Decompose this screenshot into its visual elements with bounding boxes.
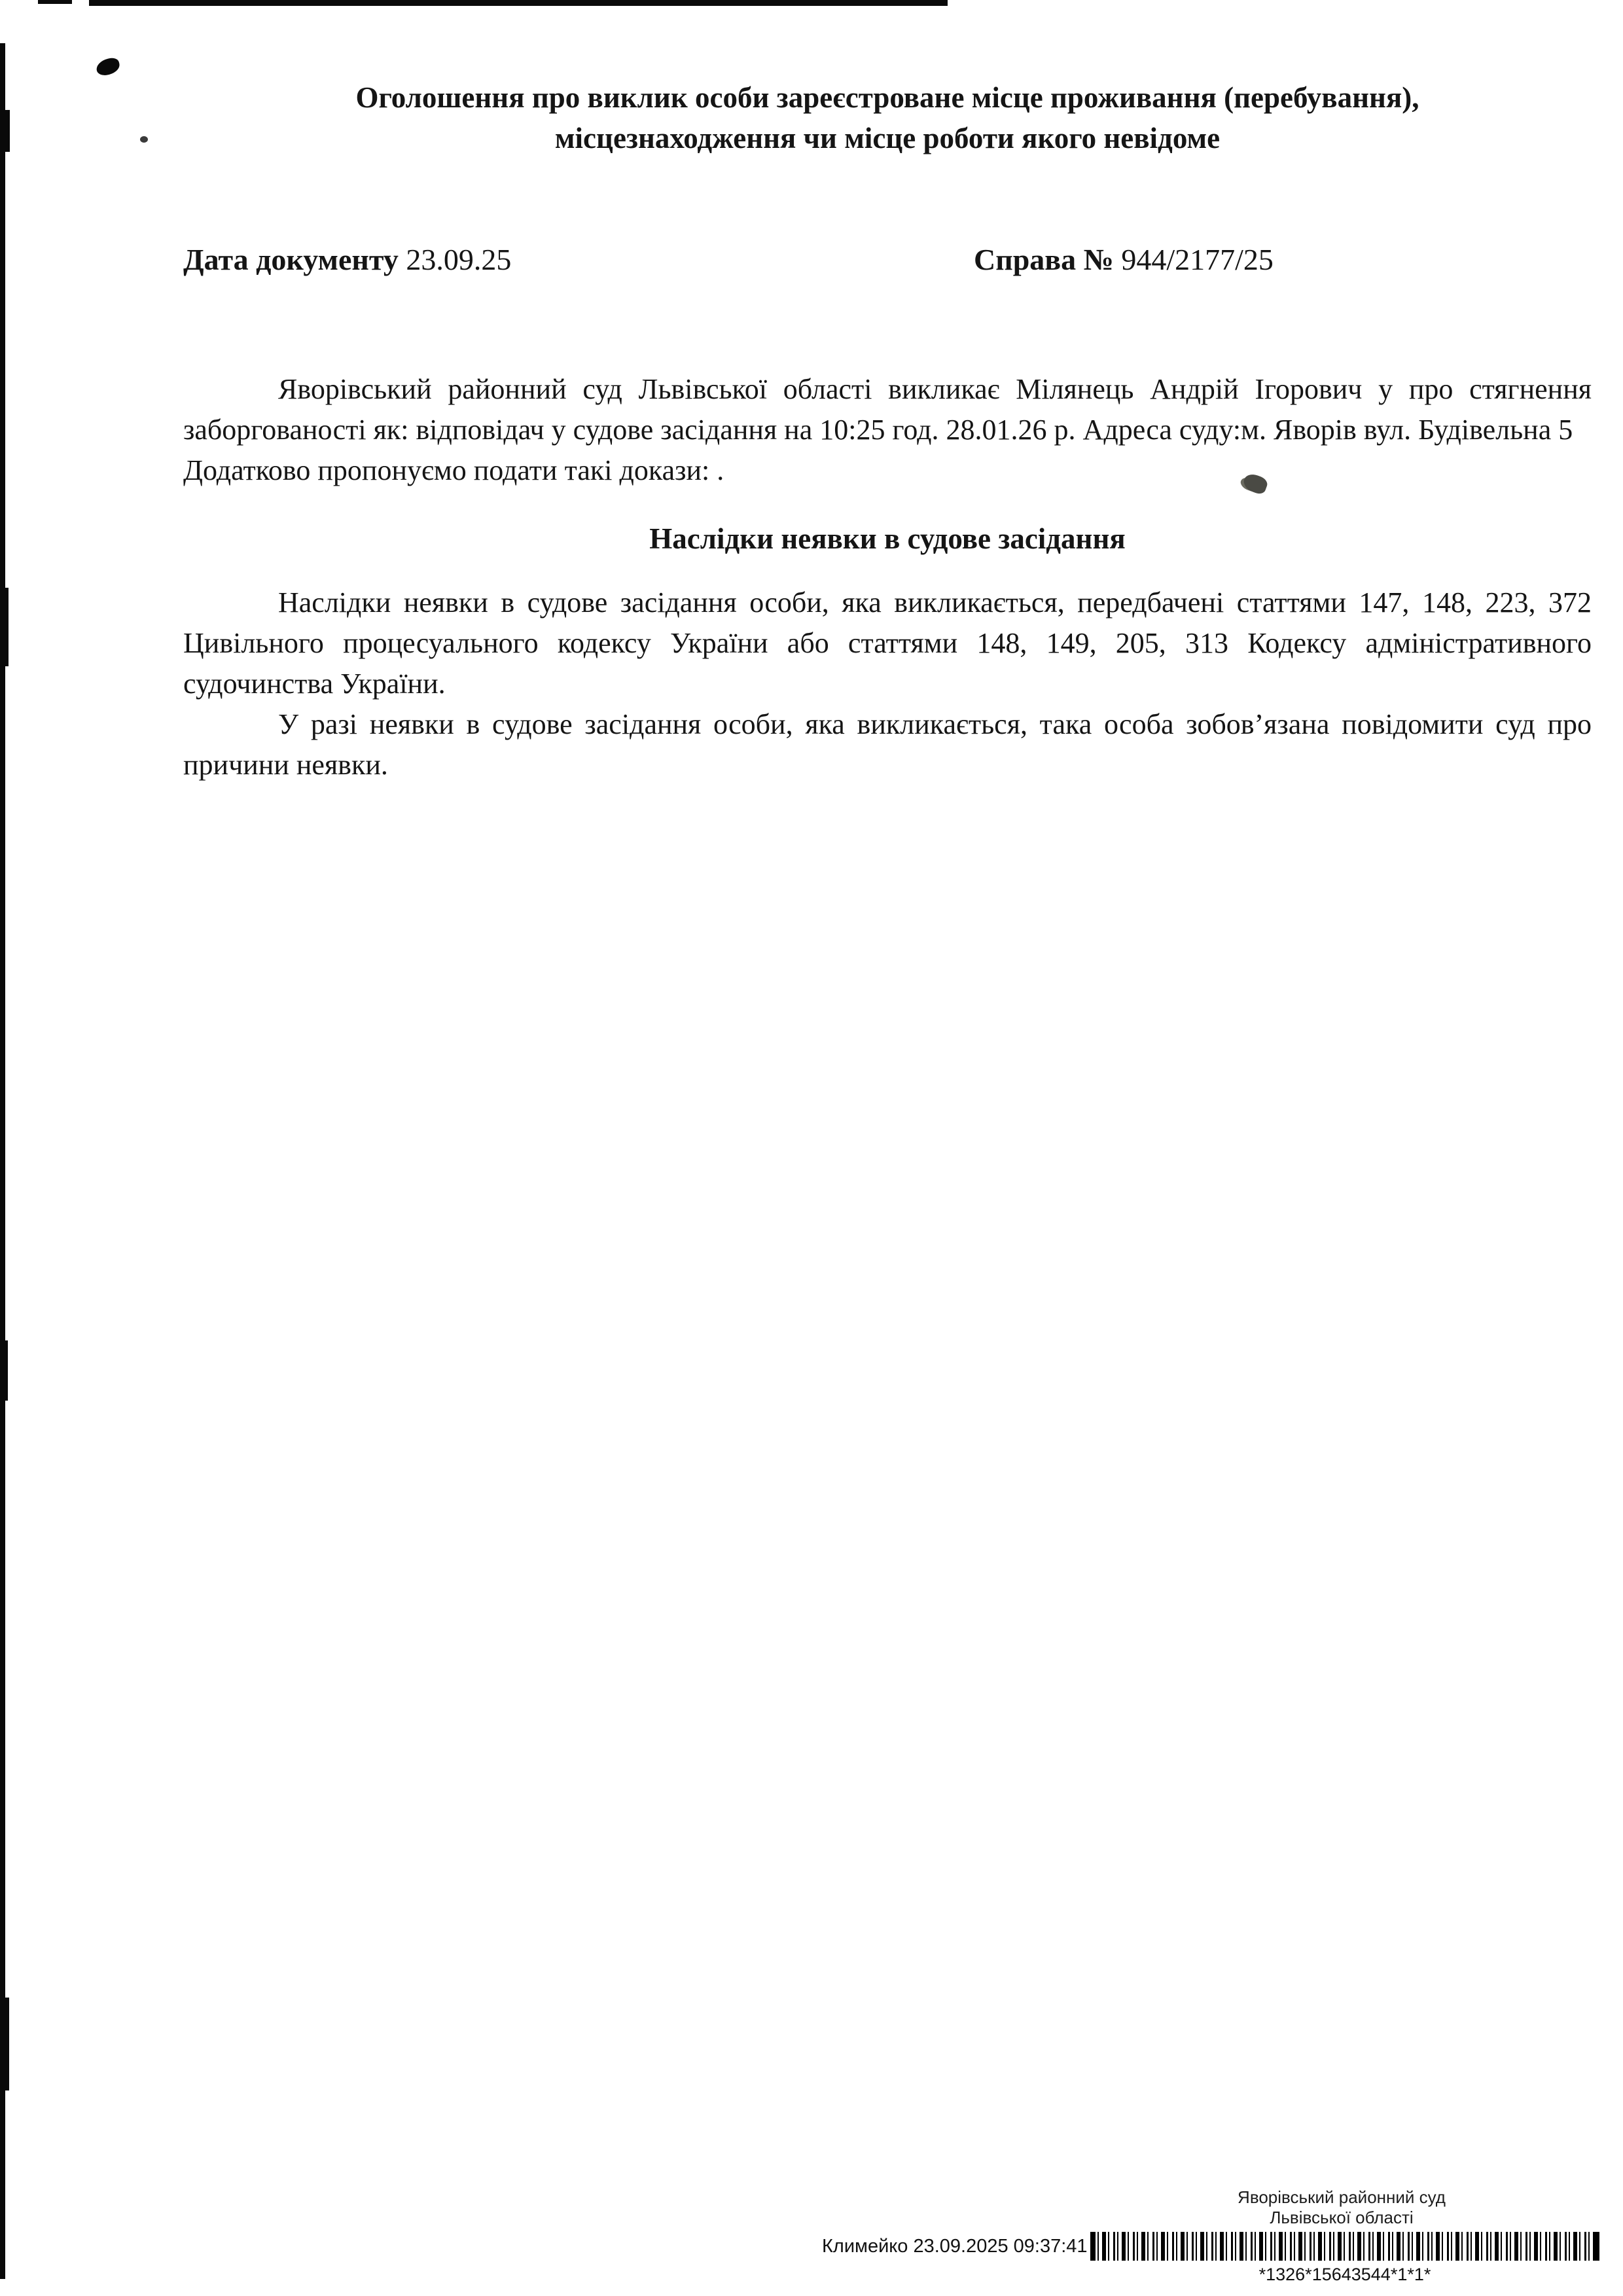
document-title-line-2: місцезнаходження чи місце роботи якого невідоме (554, 122, 1221, 154)
case-label: Справа № (974, 243, 1114, 276)
summons-paragraph: Яворівський районний суд Львівської області викликає Мілянець Андрій Ігорович у про стягнення заборгованості як: відповідач у судове засідання на 10:25 год. 28.01.26 р. Адреса суду:м. Яворів вул. Будівельна 5 (183, 373, 1592, 446)
scan-artifact-left-blob-3 (0, 1340, 8, 1401)
barcode (1090, 2232, 1599, 2261)
document-title (183, 77, 1592, 158)
case-number (974, 242, 1274, 277)
document-date (183, 242, 511, 277)
scan-artifact-left-blob-4 (0, 1998, 9, 2090)
scan-artifact-corner-blob (95, 56, 122, 77)
scan-artifact-top-edge-2 (38, 0, 72, 4)
date-label: Дата документу (183, 243, 399, 276)
evidence-line: Додатково пропонуємо подати такі докази: . (183, 454, 724, 486)
footer-court-name (1086, 2187, 1597, 2228)
barcode-caption: *1326*15643544*1*1* (1258, 2265, 1431, 2284)
consequences-section (183, 583, 1592, 785)
meta-row (183, 242, 1592, 283)
scan-artifact-left-blob-1 (0, 110, 10, 152)
scan-artifact-left-edge (0, 43, 5, 2279)
summons-section (183, 369, 1592, 491)
section-heading: Наслідки неявки в судове засідання (649, 522, 1126, 555)
scan-artifact-speck (140, 136, 148, 143)
obligation-paragraph: У разі неявки в судове засідання особи, яка викликається, така особа зобов’язана повідомити суд про причини неявки. (183, 708, 1592, 781)
scan-artifact-left-blob-2 (0, 588, 9, 666)
date-value: 23.09.25 (406, 243, 512, 276)
footer-court-name-line-1: Яворівський районний суд (1238, 2187, 1446, 2207)
footer-court-name-line-2: Львівської області (1270, 2208, 1414, 2227)
case-number-value: 944/2177/25 (1121, 243, 1274, 276)
footer-registration-stamp: Климейко 23.09.2025 09:37:41 (822, 2236, 1088, 2257)
scan-artifact-top-edge (89, 0, 948, 6)
document-title-line-1: Оголошення про виклик особи зареєстроване місце проживання (перебування), (355, 81, 1419, 114)
consequences-paragraph: Наслідки неявки в судове засідання особи, яка викликається, передбачені статтями 147, 148, 223, 372 Цивільного процесуального кодексу України або статтями 148, 149, 205, 313 Кодексу адміністративного судочинства України. (183, 586, 1592, 700)
